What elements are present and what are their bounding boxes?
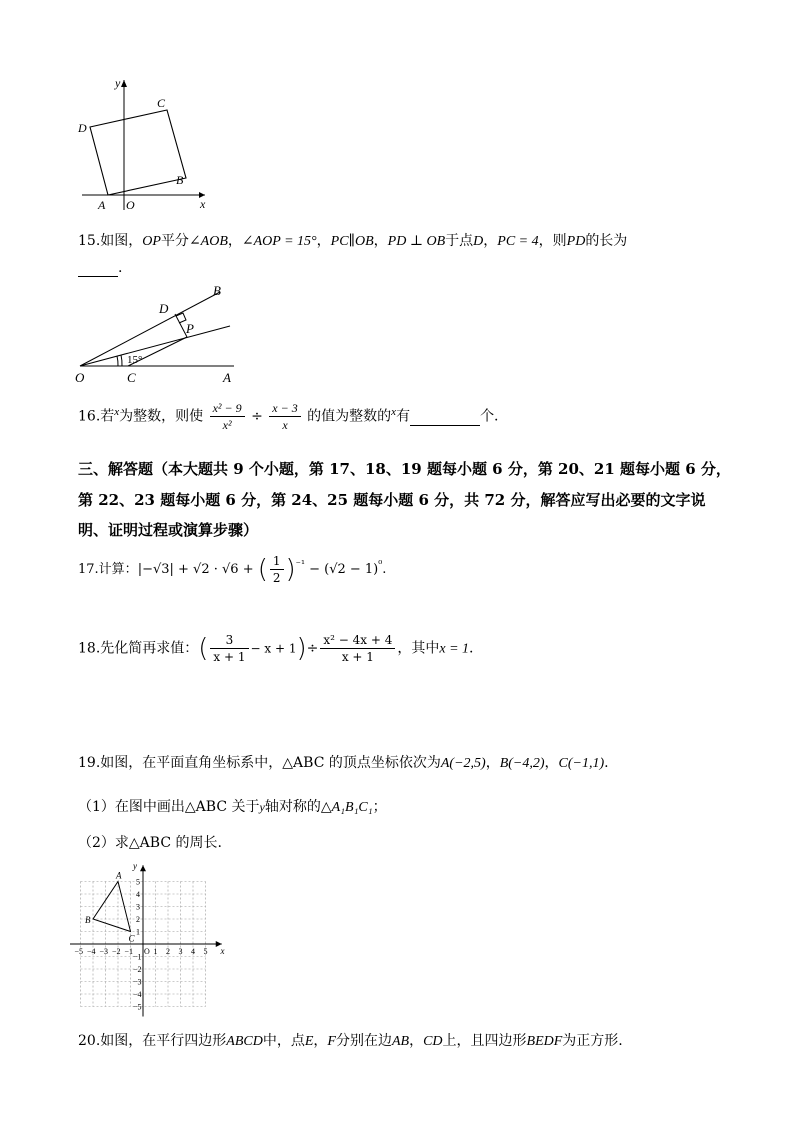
y-tick-label: 1 <box>136 927 140 937</box>
text: ， <box>373 233 388 249</box>
y-tick-label: −3 <box>133 977 142 987</box>
math-term: PD <box>566 234 586 249</box>
coordinate-grid-figure <box>70 858 235 1018</box>
expression: |−√3| + √2 · √6 + <box>137 562 258 577</box>
section-heading-line1: 三、解答题（本大题共 9 个小题，第 17、18、19 题每小题 6 分，第 20、21 题每小题 6 分， <box>78 460 731 478</box>
text: ，则 <box>538 233 567 249</box>
x-tick-label: O <box>144 947 150 956</box>
question-17: 17.计算：|−√3| + √2 · √6 + ( $\frac{1}{2}$ )$^{^{-1}} - (√2 - 1)^{^0}$. <box>78 554 387 585</box>
text: 分别在边 <box>335 1033 392 1049</box>
text: 上，且四边形 <box>442 1033 527 1049</box>
expression: − x + 1 <box>250 641 297 656</box>
fraction <box>210 400 245 433</box>
fraction <box>270 553 284 586</box>
question-20 <box>78 1030 623 1050</box>
point-label-a: A <box>223 370 231 385</box>
section-heading-line3: 明、证明过程或演算步骤） <box>78 521 259 539</box>
text: 中，点 <box>262 1033 305 1049</box>
section-heading-line2: 第 22、23 题每小题 6 分，第 24、25 题每小题 6 分，共 72 分，解答应写出必要的文字说 <box>78 491 706 509</box>
question-16 <box>78 400 499 433</box>
text: 有 <box>396 408 411 425</box>
math-term: △A₁B₁C₁ <box>320 800 373 815</box>
text: ， <box>544 755 559 771</box>
point-label-a: A <box>116 870 122 881</box>
denominator: x <box>282 418 288 432</box>
coordinate: C(−1,1) <box>558 756 605 771</box>
text: 于点 <box>445 233 474 249</box>
y-tick-label: 3 <box>136 902 140 912</box>
text: 为整数，则使 <box>119 408 204 425</box>
text: . <box>604 755 609 771</box>
text: . <box>118 260 123 276</box>
question-number: 16.若 <box>78 408 115 425</box>
math-term: y <box>259 800 265 814</box>
answer-blank <box>78 260 118 277</box>
math-term: BEDF <box>526 1034 563 1049</box>
y-axis-arrow <box>140 865 146 871</box>
point-label-b: B <box>85 915 91 925</box>
math-term: OP <box>142 234 161 249</box>
point-label-c: C <box>128 933 135 944</box>
text: 轴对称的 <box>264 799 321 815</box>
question-number: 18.先化简再求值： <box>78 640 199 657</box>
x-tick-label: −5 <box>74 947 84 956</box>
y-axis-label: y <box>115 76 121 90</box>
denominator: 2 <box>272 571 281 585</box>
text: . <box>382 562 387 577</box>
x-axis-label: x <box>200 197 206 211</box>
text: ， <box>227 233 242 249</box>
square-axes-figure <box>70 75 220 215</box>
question-number: 20.如图，在平行四边形 <box>78 1033 227 1049</box>
text: ， <box>409 1033 424 1049</box>
text: ； <box>372 799 387 815</box>
question-19 <box>78 752 609 772</box>
math-term: PC∥OB <box>330 234 374 249</box>
text: . <box>469 640 474 657</box>
y-tick-label: −1 <box>133 952 142 962</box>
math-term: AB <box>391 1034 410 1049</box>
question-number: 15.如图， <box>78 233 143 249</box>
point-label-b: B <box>176 173 184 187</box>
text: 平分 <box>160 233 189 249</box>
exponent: ⁻¹ <box>295 559 305 571</box>
x-axis-label: x <box>220 946 225 956</box>
x-tick-label: −4 <box>87 947 96 956</box>
point-label-o: O <box>75 370 85 385</box>
point-label-c: C <box>127 370 136 385</box>
math-term: x <box>391 405 397 418</box>
coordinate: A(−2,5) <box>440 756 486 771</box>
answer-blank <box>410 409 480 426</box>
y-axis-label: y <box>133 861 137 871</box>
x-tick-label: −2 <box>112 947 121 956</box>
point-label-d: D <box>159 301 169 316</box>
expression: − (√2 − 1) <box>304 562 379 577</box>
math-term: D <box>473 234 484 249</box>
question-number: 17.计算： <box>78 562 138 577</box>
angle-figure <box>70 283 250 388</box>
question-number: 19.如图，在平面直角坐标系中，△ABC 的顶点坐标依次为 <box>78 755 441 771</box>
text: ，其中 <box>397 640 440 657</box>
y-tick-label: −5 <box>133 1002 142 1012</box>
question-19-part2: （2）求△ABC 的周长. <box>78 835 222 851</box>
question-18: 18.先化简再求值：( $\frac{3}{x + 1}$ − x + 1)÷ $\frac{\text{x² − 4x + 4}}{x + 1}$ ，其中x = 1. <box>78 633 474 664</box>
x-tick-label: 4 <box>191 947 195 956</box>
math-term: PD ⊥ OB <box>387 234 446 249</box>
math-term: ABCD <box>226 1034 263 1049</box>
text: 的长为 <box>585 233 628 249</box>
text: ， <box>483 233 498 249</box>
numerator: x² − 9 <box>210 400 245 417</box>
text: 为正方形. <box>562 1033 623 1049</box>
x-tick-label: −1 <box>124 947 134 956</box>
text: 个. <box>480 408 499 425</box>
point-label-c: C <box>157 96 166 110</box>
y-tick-label: 2 <box>136 915 140 924</box>
question-15 <box>78 230 627 250</box>
y-tick-label: −4 <box>133 990 142 999</box>
fraction <box>210 632 248 665</box>
math-term: ∠AOB <box>188 234 228 249</box>
exponent: ⁰ <box>378 559 383 571</box>
math-term: E <box>304 1034 314 1049</box>
math-term: ∠AOP = 15° <box>241 234 317 249</box>
text: （1）在图中画出△ABC 关于 <box>78 799 260 815</box>
x-tick-label: 2 <box>166 947 170 956</box>
math-term: x = 1 <box>439 641 470 657</box>
question-19-part1 <box>78 796 387 816</box>
x-tick-label: 1 <box>153 947 158 956</box>
denominator: x + 1 <box>341 650 374 664</box>
origin-label: O <box>126 198 135 212</box>
operator: ÷ <box>251 408 263 425</box>
math-term: F <box>327 1034 336 1049</box>
fraction <box>320 632 395 665</box>
math-term: CD <box>423 1034 443 1049</box>
text: ， <box>316 233 331 249</box>
x-tick-label: 3 <box>178 947 183 956</box>
coordinate: B(−4,2) <box>499 756 545 771</box>
text: 的值为整数的 <box>307 408 392 425</box>
fraction <box>269 400 300 433</box>
numerator: 1 <box>270 553 284 570</box>
text: ， <box>313 1033 328 1049</box>
numerator: 3 <box>210 632 248 649</box>
text: ， <box>485 755 500 771</box>
operator: ÷ <box>306 640 319 657</box>
math-term: PC = 4 <box>497 234 539 249</box>
answer-blank-line <box>78 260 122 277</box>
x-tick-label: −3 <box>99 947 109 956</box>
y-tick-label: 5 <box>136 877 140 887</box>
x-tick-label: 5 <box>203 947 208 956</box>
denominator: x + 1 <box>213 650 246 664</box>
y-tick-label: 4 <box>136 890 140 899</box>
numerator: x − 3 <box>269 400 300 417</box>
point-label-p: P <box>186 321 194 336</box>
numerator: x² − 4x + 4 <box>320 632 395 649</box>
y-tick-label: −2 <box>133 965 142 974</box>
point-label-a: A <box>98 198 106 212</box>
math-term: x <box>114 405 120 418</box>
angle-label: 15° <box>127 354 143 366</box>
point-label-d: D <box>78 121 87 135</box>
point-label-b: B <box>213 283 221 298</box>
denominator: x² <box>222 418 232 432</box>
